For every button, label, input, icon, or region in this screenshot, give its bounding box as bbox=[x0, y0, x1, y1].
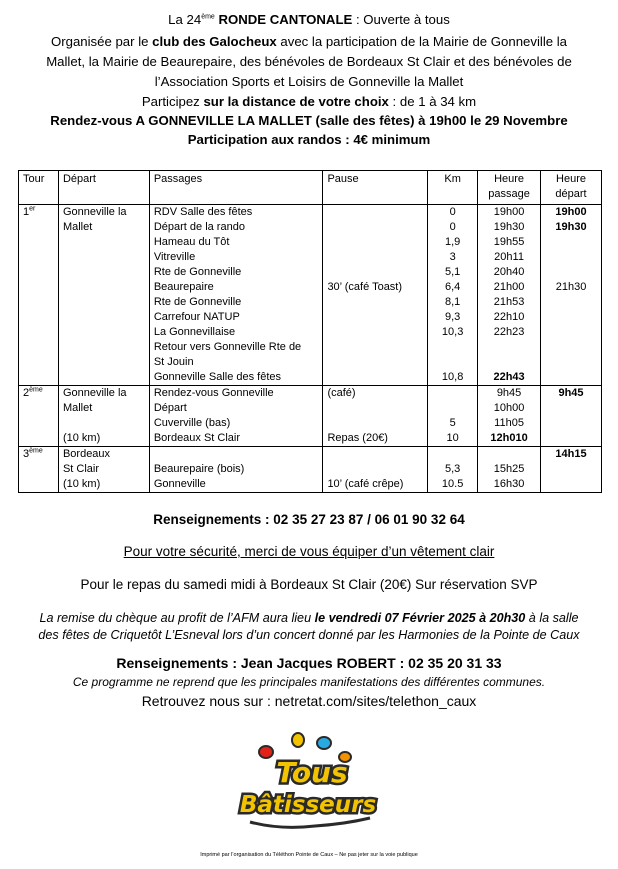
cell-pause: 10’ (café crêpe) bbox=[323, 477, 428, 493]
cell-passage: Vitreville bbox=[149, 250, 323, 265]
cell-tour: 2ème bbox=[19, 386, 59, 402]
cell-heure-passage: 22h10 bbox=[478, 310, 541, 325]
table-row bbox=[19, 325, 602, 340]
cell-heure-depart bbox=[541, 477, 602, 493]
cell-heure-depart bbox=[541, 431, 602, 447]
cell-km: 6,4 bbox=[428, 280, 478, 295]
table-row bbox=[19, 477, 602, 493]
cell-pause bbox=[323, 401, 428, 416]
cell-km: 3 bbox=[428, 250, 478, 265]
cell-pause bbox=[323, 462, 428, 477]
cell-pause: Repas (20€) bbox=[323, 431, 428, 447]
renseignements-phone: Renseignements : 02 35 27 23 87 / 06 01 90 32 64 bbox=[153, 512, 465, 527]
cell-tour bbox=[19, 265, 59, 280]
cell-depart: Bordeaux bbox=[58, 447, 149, 463]
cell-km bbox=[428, 340, 478, 355]
cell-heure-depart bbox=[541, 295, 602, 310]
cell-depart: St Clair bbox=[58, 462, 149, 477]
cell-passage: Rte de Gonneville bbox=[149, 265, 323, 280]
cell-tour bbox=[19, 355, 59, 370]
cell-tour bbox=[19, 220, 59, 235]
cell-tour bbox=[19, 416, 59, 431]
table-row bbox=[19, 370, 602, 386]
cell-heure-passage: 10h00 bbox=[478, 401, 541, 416]
cell-heure-depart bbox=[541, 401, 602, 416]
cell-km bbox=[428, 386, 478, 402]
table-row bbox=[19, 205, 602, 221]
organizer-line: Organisée par le club des Galocheux avec la participation de la Mairie de Gonneville la bbox=[50, 34, 568, 49]
cell-tour bbox=[19, 295, 59, 310]
cell-pause bbox=[323, 310, 428, 325]
cell-km: 0 bbox=[428, 205, 478, 221]
cell-km bbox=[428, 447, 478, 463]
cell-passage: Bordeaux St Clair bbox=[149, 431, 323, 447]
cell-tour: 1er bbox=[19, 205, 59, 221]
cell-pause bbox=[323, 355, 428, 370]
cell-depart bbox=[58, 250, 149, 265]
cell-pause bbox=[323, 370, 428, 386]
col-tour: Tour bbox=[19, 171, 59, 205]
cell-heure-depart bbox=[541, 370, 602, 386]
cell-heure-depart bbox=[541, 310, 602, 325]
cell-pause bbox=[323, 265, 428, 280]
col-heure-depart: Heure départ bbox=[541, 171, 602, 205]
table-row bbox=[19, 462, 602, 477]
cell-heure-passage: 19h30 bbox=[478, 220, 541, 235]
cell-pause bbox=[323, 416, 428, 431]
table-row bbox=[19, 386, 602, 402]
logo-swoosh bbox=[250, 818, 370, 827]
programme-note: Ce programme ne reprend que les principales manifestations des différentes communes. bbox=[72, 675, 546, 689]
cell-tour bbox=[19, 431, 59, 447]
cell-tour bbox=[19, 325, 59, 340]
cell-depart bbox=[58, 370, 149, 386]
cell-km: 5,3 bbox=[428, 462, 478, 477]
cell-km: 1,9 bbox=[428, 235, 478, 250]
cell-pause bbox=[323, 205, 428, 221]
col-depart: Départ bbox=[58, 171, 149, 205]
cell-passage: Rendez-vous Gonneville bbox=[149, 386, 323, 402]
renseignements-contact: Renseignements : Jean Jacques ROBERT : 02 35 20 31 33 bbox=[116, 655, 502, 671]
cell-km: 10.5 bbox=[428, 477, 478, 493]
cheque-note-2: des fêtes de Criquetôt L’Esneval lors d’un concert donné par les Harmonies de la Pointe de Caux bbox=[38, 628, 580, 642]
logo-dot-blue bbox=[317, 737, 331, 749]
cell-tour: 3ème bbox=[19, 447, 59, 463]
cell-pause bbox=[323, 220, 428, 235]
cell-heure-depart: 19h30 bbox=[541, 220, 602, 235]
cell-heure-depart: 19h00 bbox=[541, 205, 602, 221]
col-heure-passage: Heure passage bbox=[478, 171, 541, 205]
cell-depart: Mallet bbox=[58, 220, 149, 235]
cell-heure-passage: 21h00 bbox=[478, 280, 541, 295]
cell-pause: 30’ (café Toast) bbox=[323, 280, 428, 295]
cell-km bbox=[428, 401, 478, 416]
table-header bbox=[19, 171, 602, 205]
cell-km: 10,8 bbox=[428, 370, 478, 386]
cell-km: 8,1 bbox=[428, 295, 478, 310]
table-row bbox=[19, 295, 602, 310]
table-row bbox=[19, 310, 602, 325]
table-row bbox=[19, 416, 602, 431]
cell-depart bbox=[58, 235, 149, 250]
cell-km: 10 bbox=[428, 431, 478, 447]
cell-heure-passage: 19h55 bbox=[478, 235, 541, 250]
cell-heure-depart bbox=[541, 340, 602, 355]
cell-heure-depart: 9h45 bbox=[541, 386, 602, 402]
print-footer: Imprimé par l’organisation du Téléthon Pointe de Caux – Ne pas jeter sur la voie publique bbox=[200, 852, 418, 858]
website-line: Retrouvez nous sur : netretat.com/sites/telethon_caux bbox=[141, 693, 477, 709]
tous-batisseurs-logo bbox=[220, 730, 400, 840]
repas-note: Pour le repas du samedi midi à Bordeaux St Clair (20€) Sur réservation SVP bbox=[80, 577, 538, 592]
cell-pause bbox=[323, 250, 428, 265]
cell-heure-passage bbox=[478, 355, 541, 370]
cell-depart bbox=[58, 295, 149, 310]
cell-heure-passage bbox=[478, 340, 541, 355]
logo-dot-red bbox=[259, 746, 273, 758]
table-row bbox=[19, 431, 602, 447]
col-passages: Passages bbox=[149, 171, 323, 205]
cell-depart bbox=[58, 265, 149, 280]
cell-pause bbox=[323, 295, 428, 310]
cell-heure-passage: 19h00 bbox=[478, 205, 541, 221]
cell-km: 0 bbox=[428, 220, 478, 235]
cell-heure-depart bbox=[541, 250, 602, 265]
cell-heure-passage: 22h23 bbox=[478, 325, 541, 340]
cell-passage bbox=[149, 447, 323, 463]
table-row bbox=[19, 235, 602, 250]
cell-pause bbox=[323, 340, 428, 355]
cell-depart bbox=[58, 325, 149, 340]
cell-depart bbox=[58, 340, 149, 355]
cell-tour bbox=[19, 235, 59, 250]
cell-heure-depart: 21h30 bbox=[541, 280, 602, 295]
cell-heure-passage: 20h40 bbox=[478, 265, 541, 280]
cheque-note: La remise du chèque au profit de l’AFM aura lieu le vendredi 07 Février 2025 à 20h30 à la salle bbox=[39, 611, 579, 625]
cell-depart bbox=[58, 416, 149, 431]
securite-note: Pour votre sécurité, merci de vous équiper d’un vêtement clair bbox=[123, 544, 495, 559]
cell-km: 10,3 bbox=[428, 325, 478, 340]
cell-km bbox=[428, 355, 478, 370]
cell-heure-passage: 12h010 bbox=[478, 431, 541, 447]
cell-passage: St Jouin bbox=[149, 355, 323, 370]
cell-heure-depart bbox=[541, 265, 602, 280]
cell-passage: Départ bbox=[149, 401, 323, 416]
cell-depart: Mallet bbox=[58, 401, 149, 416]
title-line: La 24ème RONDE CANTONALE : Ouverte à tous bbox=[168, 12, 450, 27]
cell-passage: RDV Salle des fêtes bbox=[149, 205, 323, 221]
table-row bbox=[19, 401, 602, 416]
cell-depart: (10 km) bbox=[58, 431, 149, 447]
cell-tour bbox=[19, 477, 59, 493]
organizer-line-3: l’Association Sports et Loisirs de Gonneville la Mallet bbox=[154, 74, 464, 89]
cell-heure-depart bbox=[541, 325, 602, 340]
cell-heure-depart bbox=[541, 416, 602, 431]
schedule-table bbox=[18, 170, 602, 493]
cell-passage: Cuverville (bas) bbox=[149, 416, 323, 431]
cell-heure-passage: 22h43 bbox=[478, 370, 541, 386]
cell-depart: Gonneville la bbox=[58, 386, 149, 402]
cell-passage: Beaurepaire bbox=[149, 280, 323, 295]
cell-km: 5,1 bbox=[428, 265, 478, 280]
cell-heure-passage: 20h11 bbox=[478, 250, 541, 265]
cell-passage: Carrefour NATUP bbox=[149, 310, 323, 325]
cell-depart bbox=[58, 310, 149, 325]
cell-pause bbox=[323, 447, 428, 463]
rendezvous-line: Rendez-vous A GONNEVILLE LA MALLET (salle des fêtes) à 19h00 le 29 Novembre bbox=[50, 113, 568, 128]
col-km: Km bbox=[428, 171, 478, 205]
logo-text-line2: Bâtisseurs bbox=[239, 792, 377, 818]
cell-pause: (café) bbox=[323, 386, 428, 402]
cell-pause bbox=[323, 235, 428, 250]
cell-tour bbox=[19, 462, 59, 477]
logo-dot-yellow bbox=[292, 733, 304, 747]
cell-heure-passage: 15h25 bbox=[478, 462, 541, 477]
table-row bbox=[19, 447, 602, 463]
distance-line: Participez sur la distance de votre choix : de 1 à 34 km bbox=[141, 94, 477, 109]
cell-heure-passage bbox=[478, 447, 541, 463]
cell-passage: Gonneville bbox=[149, 477, 323, 493]
organizer-line-2: Mallet, la Mairie de Beaurepaire, des bénévoles de Bordeaux St Clair et des bénévoles de bbox=[46, 54, 572, 69]
cell-passage: Rte de Gonneville bbox=[149, 295, 323, 310]
table-row bbox=[19, 250, 602, 265]
table-row bbox=[19, 220, 602, 235]
table-row bbox=[19, 265, 602, 280]
table-row bbox=[19, 355, 602, 370]
cell-depart: Gonneville la bbox=[58, 205, 149, 221]
cell-passage: Beaurepaire (bois) bbox=[149, 462, 323, 477]
cell-tour bbox=[19, 310, 59, 325]
cell-heure-depart bbox=[541, 355, 602, 370]
col-pause: Pause bbox=[323, 171, 428, 205]
cell-tour bbox=[19, 280, 59, 295]
cell-pause bbox=[323, 325, 428, 340]
cell-heure-passage: 11h05 bbox=[478, 416, 541, 431]
cell-depart bbox=[58, 280, 149, 295]
cell-passage: Gonneville Salle des fêtes bbox=[149, 370, 323, 386]
table-row bbox=[19, 280, 602, 295]
cell-heure-passage: 9h45 bbox=[478, 386, 541, 402]
logo-text-line1: Tous bbox=[276, 756, 348, 789]
table-row bbox=[19, 340, 602, 355]
cell-passage: Hameau du Tôt bbox=[149, 235, 323, 250]
cell-heure-passage: 21h53 bbox=[478, 295, 541, 310]
cell-passage: Retour vers Gonneville Rte de bbox=[149, 340, 323, 355]
cell-depart bbox=[58, 355, 149, 370]
cell-heure-depart bbox=[541, 235, 602, 250]
cell-tour bbox=[19, 340, 59, 355]
cell-heure-passage: 16h30 bbox=[478, 477, 541, 493]
cell-tour bbox=[19, 250, 59, 265]
cell-passage: La Gonnevillaise bbox=[149, 325, 323, 340]
cell-depart: (10 km) bbox=[58, 477, 149, 493]
cell-heure-depart: 14h15 bbox=[541, 447, 602, 463]
cell-km: 5 bbox=[428, 416, 478, 431]
cell-heure-depart bbox=[541, 462, 602, 477]
cell-tour bbox=[19, 370, 59, 386]
cell-km: 9,3 bbox=[428, 310, 478, 325]
cell-tour bbox=[19, 401, 59, 416]
cell-passage: Départ de la rando bbox=[149, 220, 323, 235]
participation-line: Participation aux randos : 4€ minimum bbox=[187, 132, 431, 147]
